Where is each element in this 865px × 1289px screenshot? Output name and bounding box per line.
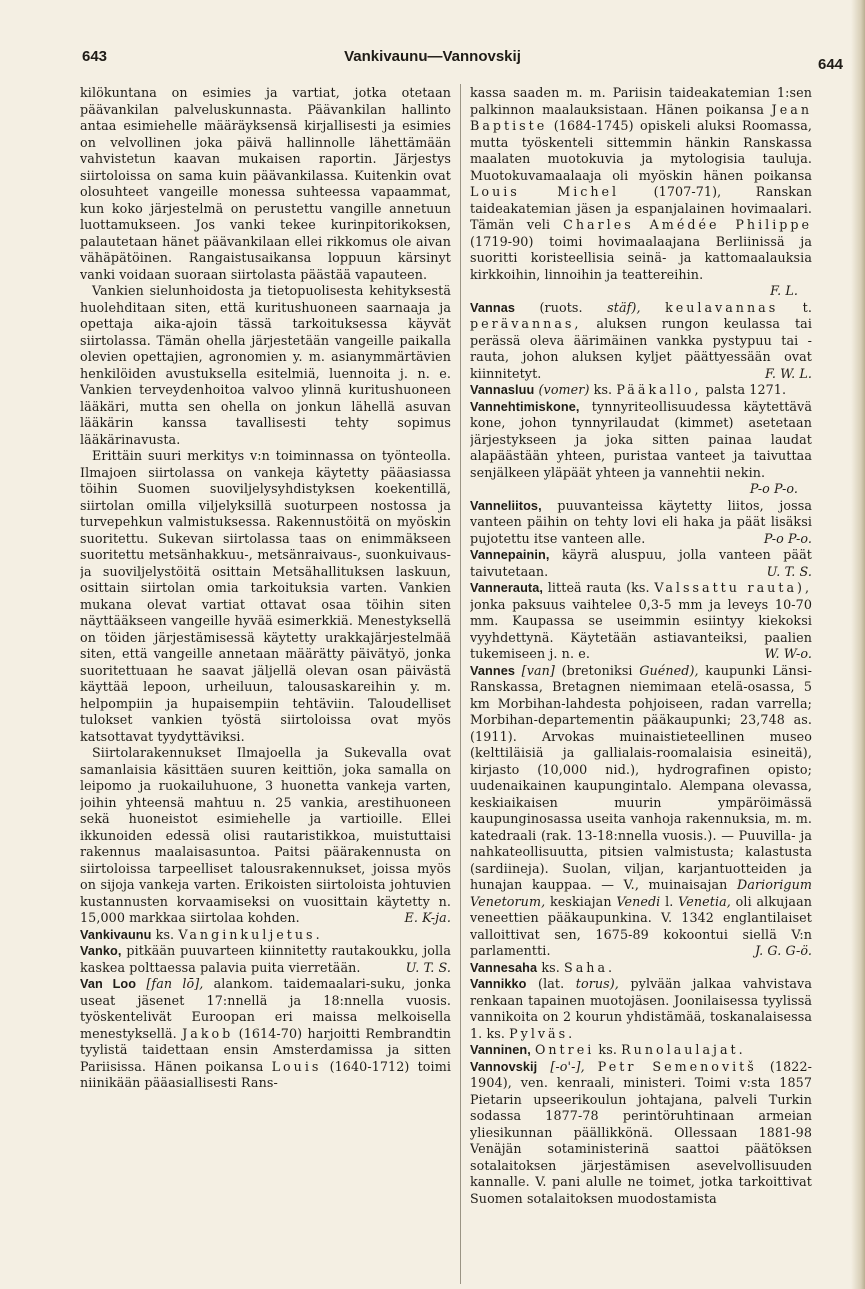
entry-text: aluksen rungon keulassa tai perässä oleva äärimäinen vankka pystypuu tai -rauta, johon aluksen kyljet päättyessään ovat kiinnitetyt. [470,316,812,381]
cross-reference: Vanginkuljetus. [178,926,323,942]
author-signature: W. W-o. [764,646,812,661]
person-name: Charles Amédée Philippe [563,217,812,232]
foreign-term: (vomer) [538,382,590,397]
entry-text: ks. [598,1042,617,1057]
author-signature: J. G. G-ö. [754,943,812,958]
page-edge [851,0,865,1289]
entry-text: (bretoniksi [561,662,633,678]
author-signature: E. K-ja. [404,910,451,925]
entry-vannikko [470,976,812,1042]
foreign-term: stäf), [607,299,641,315]
entry-vannesaha [470,960,812,977]
term: keulavannas [665,299,779,315]
entry-vanninen [470,1042,812,1059]
foreign-term: Venedi [616,893,661,909]
entry-text: käyrä aluspuu, jolla vanteen päät taivutetaan. [470,547,812,579]
person-name: Jean Baptiste [470,101,812,133]
paragraph-text: Siirtolarakennukset Ilmajoella ja Sukevalla ovat samanlaisia käsittäen suuren keittiön, joka samalla on leipomo ja ruokailuhuone, 3 huonetta vankeja varten, joihin yhteensä mahtuu n. 25 vankia, arestihuoneen sekä huoneistot esimiehelle ja vartioille. Ellei ikkunoiden edessä olisi rautaristikkoa, muistuttaisi rakennus maalaisasuntoa. Paitsi päärakennusta on siirtoloissa tarpeelliset talousrakennukset, joissa myös on sijoja vankeja varten. Erikoisten siirtoloista johtuvien kustannusten korvaamiseksi on vuosittain käytetty n. 15,000 markkaa siirtolaa kohden. [80,745,451,925]
pronunciation: [-o'-], [550,1058,585,1074]
running-header: Vankivaunu—Vannovskij [344,48,521,65]
entry-text: jonka paksuus vaihtelee 0,3-5 mm ja leveys 10-70 mm. Kaupassa se useimmin esiintyy kiekoksi vyyhdettynä. Käytetään astiavanteiksi, paalien tukemiseen j. n. e. [470,596,812,661]
page-number-left: 643 [82,48,108,65]
person-name: Louis [271,1058,322,1074]
entry-text: l. [665,893,674,909]
person-name: Louis Michel [470,184,620,199]
foreign-term: Guéned), [639,662,699,678]
headword: Vannerauta, [470,581,544,595]
entry-vannas [470,300,812,383]
entry-text: ks. [593,382,613,397]
headword: Vannehtimiskone, [470,399,580,414]
author-signature: F. L. [770,283,798,298]
pronunciation: [van] [521,662,555,678]
author-signature: U. T. S. [766,563,812,579]
column-divider [460,84,461,1284]
foreign-term: torus), [575,976,619,991]
entry-vankivaunu [80,927,451,944]
headword: Vanninen, [470,1043,531,1057]
cross-reference: Pääkallo, [616,382,702,397]
author-signature: F. W. L. [764,365,812,381]
author-signature: P-o P-o. [763,530,812,546]
entry-text: kassa saaden m. m. Pariisin taideakatemian 1:sen palkinnon maalauksistaan. Hänen poikansa [470,85,812,117]
entry-text: (ruots. [539,299,583,315]
entry-vannovskij [470,1059,812,1208]
headword: Vannikko [470,977,527,991]
entry-text: (1684-1745) opiskeli aluksi Roomassa, mutta työskenteli sittemmin hänkin Ranskassa maalaten muotokuvia ja mytologisia tauluja. Muotokuvamaalaaja oli myöskin hänen poikansa [470,118,812,183]
entry-van-loo-cont [470,85,812,300]
entry-text: alankom. taidemaalari-suku, jonka useat jäsenet 17:nnellä ja 18:nnella vuosis. työskentelivät Euroopan eri maissa melkoisella menestyksellä. [80,976,451,1041]
entry-vanko [80,943,451,976]
entry-text: tynnyriteollisuudessa käytettävä kone, johon tynnyrilaudat (kimmet) asetetaan järjestykseen ja joka sitten painaa laudat alapäästään yhteen, puristaa vanteet ja taivuttaa senjälkeen yläpäät yhteen ja vannehtii nekin. [470,398,812,480]
entry-text: kaupunki Länsi-Ranskassa, Bretagnen niemimaan etelä-osassa, 5 km Morbihan-lahdesta pohjoiseen, radan varrella; Morbihan-departementin pääkaupunki; 23,748 as. (1911). Arvokas muinaistieteellinen museo (kelttiläisiä ja gallialais-roomalaisia esineitä), kirjasto (10,000 nid.), hydrografinen opisto; uudenaikainen kaupungintalo. Alempana olevassa, keskiaikaisen muurin ympäröimässä kaupunginosassa useita vanhoja rakennuksia, m. m. katedraali (rak. 13-18:nnella vuosis.). — Puuvilla- ja nahkateollisuutta, pitsien valmistusta; kalastusta (sardiineja). Suolan, viljan, karjantuotteiden ja hunajan kauppaa. — V., muinaisajan [470,662,812,892]
entry-text: (lat. [538,976,565,991]
cross-reference: Saha. [564,959,616,975]
paragraph: Erittäin suuri merkitys v:n toiminnassa on työnteolla. Ilmajoen siirtolassa on vankeja käytetty pääasiassa töihin Suomen suoviljelysyhdistyksen koekentillä, siirtolan omilla viljelyksillä suoturpeen nostossa ja turvepehkun valmistuksessa. Rakennustöitä on myöskin suoritettu. Sukevan siirtolassa taas on enimmäkseen suoritettu metsänhakkuu-, metsänraivaus-, suonkuivaus- ja suoviljelystöitä osittain Metsähallituksen laskuun, osittain siirtolan omia tarkoituksia varten. Vankien mukana olevat vartiat ottavat osaa töihin siten näyttääkseen vangeille hyvää esimerkkiä. Menestyksellä on töiden järjestämisessä käytetty urakkajärjestelmää siten, että vangeille annetaan määrätty päivätyö, jonka suoritettuaan he saavat jäljellä olevan osan päivästä käyttää lepoon, urheiluun, talousaskareihin y. m. helpompiin ja hupaisempiin tehtäviin. Taloudelliset tulokset vankien työstä siirtoloissa ovat myös katsottavat tyydyttäviksi. [80,448,451,744]
entry-vanneliitos [470,498,812,548]
headword: Vannesaha [470,960,538,975]
headword: Vanneliitos, [470,498,542,513]
headword: Vanko, [80,944,122,958]
paragraph: kilökuntana on esimies ja vartiat, jotka otetaan päävankilan palveluskunnasta. Päävankilan hallinto antaa esimiehelle määräyksensä kirjallisesti ja esimies on velvollinen joka päivä hallinnolle lähettämään vahvistetun kaavan mukaisen raportin. Järjestys siirtoloissa on sama kuin päävankilassa. Kuitenkin ovat olosuhteet vangeille monessa suhteessa vapaammat, kun koko järjestelmä on perustettu vangille annetuun luottamukseen. Jos vanki tekee kurinpitorikoksen, palautetaan hänet päävankilaan ellei rikkomus ole aivan vähäpätöinen. Rangaistusaikansa loppuun kärsinyt vanki voidaan suoraan siirtolasta päästää vapauteen. [80,85,451,282]
term: perävannas, [470,316,582,331]
entry-text: ks. [541,959,560,975]
entry-text: puuvanteissa käytetty liitos, jossa vanteen päihin on tehty lovi eli haka ja päät lisäksi pujotettu itse vanteen alle. [470,497,812,546]
entry-vannepainin [470,547,812,580]
person-name: Jakob [182,1025,234,1041]
paragraph: Vankien sielunhoidosta ja tietopuolisesta kehityksestä huolehditaan siten, että kuritushuoneen saarnaaja ja opettaja aika-ajoin tässä tarkoituksessa käyvät siirtolassa. Tämän ohella järjestetään vangeille paikalla olevien opettajien, agronomien y. m. asianymmärtävien henkilöiden avustuksella esitelmiä, luennoita j. n. e. Vankien terveydenhoitoa valvoo ylinnä kuritushuoneen lääkäri, mutta sen ohella on jonkun lähellä asuvan lääkärin kanssa tavallisesti tehty sopimus lääkärinavusta. [80,283,451,447]
cross-reference: Runolaulajat. [621,1042,746,1057]
entry-vannehtimiskone [470,399,812,498]
entry-text: palsta 1271. [705,382,787,397]
author-signature: P-o P-o. [749,481,798,496]
entry-text: t. [802,299,812,315]
left-column [80,85,451,1285]
entry-text: oli alkujaan veneettien pääkaupunkina. V. 1342 englantilaiset valloittivat sen, 1675-89 kokoontui siellä V:n parlamentti. [470,893,812,958]
entry-van-loo [80,976,451,1092]
entry-text: pitkään puuvarteen kiinnitetty rautakoukku, jolla kaskea polttaessa palavia puita vierretään. [80,943,451,975]
headword: Vankivaunu [80,927,152,942]
cross-reference: Pylväs. [509,1025,576,1041]
foreign-term: Venetia, [678,893,731,909]
entry-text: keskiajan [550,893,612,909]
entry-text: (1719-90) toimi hovimaalaajana Berliinissä ja suoritti koristeellisia seinä- ja kattomaalauksia kirkkoihin, linnoihin ja teattereihin. [470,233,812,282]
entry-vannasluu [470,382,812,399]
entry-vannes [470,663,812,960]
right-column [470,85,812,1285]
foreign-term: Dariorigum Venetorum, [470,877,812,909]
headword: Vannepainin, [470,548,550,562]
person-name: Ontrei [534,1042,595,1057]
entry-text: (1614-70) harjoitti Rembrandtin tyylistä taidettaan ensin Amsterdamissa ja sitten Pariisissa. Hänen poikansa [80,1025,451,1074]
pronunciation: [fan lō], [146,976,204,991]
entry-text: (1822-1904), ven. kenraali, ministeri. Toimi v:sta 1857 Pietarin upseerikoulun johtajana, palveli Turkin sodassa 1877-78 perintöruhtinaan armeian yliesikunnan päällikkönä. Ollessaan 1881-98 Venäjän sotaministerinä saattoi päätöksen sotalaitoksen järjestämisen asevelvollisuuden kannalle. V. pani alulle ne toimet, jotka tarkoittivat Suomen sotalaitoksen muodostamista [470,1058,812,1206]
entry-text: (1640-1712) toimi niinikään pääasiallisesti Rans- [80,1058,451,1090]
page-number-right: 644 [818,56,844,73]
headword: Vannasluu [470,383,535,397]
entry-text: litteä rauta (ks. [547,580,650,595]
entry-text: ks. [155,926,175,942]
paragraph [80,745,451,927]
headword: Van Loo [80,977,137,991]
headword: Vannes [470,663,516,678]
headword: Vannovskij [470,1059,538,1074]
entry-text: (1707-71), Ranskan taideakatemian jäsen ja espanjalainen hovimaalari. Tämän veli [470,184,812,232]
author-signature: U. T. S. [405,959,451,975]
person-name: Petr Semenovitš [597,1058,757,1074]
entry-vannerauta [470,580,812,663]
headword: Vannas [470,300,516,315]
entry-text: pylvään jalkaa vahvistava renkaan tapainen muotojäsen. Joonilaisessa tyylissä vannikoita on 2 kourun yhdistämää, toskanalaisessa 1. ks. [470,976,812,1041]
cross-reference: Valssattu rauta), [654,580,812,595]
